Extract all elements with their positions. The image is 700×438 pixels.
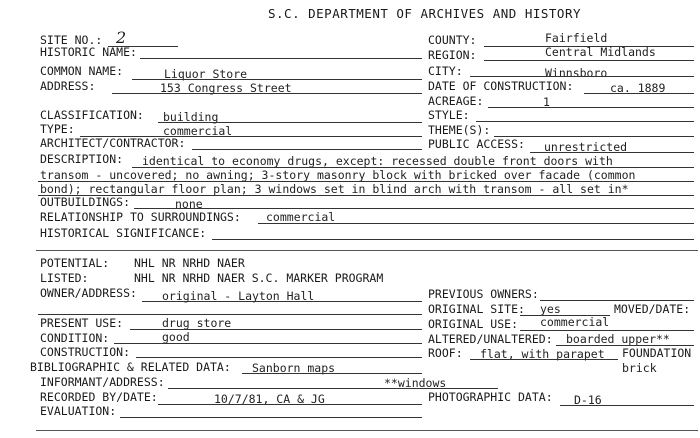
county-value: Fairfield	[545, 31, 608, 45]
description-rule-3	[38, 195, 694, 196]
style-label: STYLE:	[428, 108, 470, 122]
address-line	[112, 93, 422, 94]
site-no-value: 2	[116, 28, 127, 47]
foundation-value: brick	[622, 361, 657, 375]
architect-line	[192, 149, 422, 150]
description-line-3: bond); rectangular floor plan; 3 windows set in blind arch with transom - all set in*	[40, 182, 629, 196]
photographic-data-value: D-16	[574, 393, 602, 407]
present-use-value: drug store	[162, 316, 232, 330]
photographic-data-label: PHOTOGRAPHIC DATA:	[428, 390, 553, 404]
relationship-value: commercial	[266, 210, 336, 224]
recorded-line	[158, 404, 422, 405]
acreage-label: ACREAGE:	[428, 94, 484, 108]
owner-label: OWNER/ADDRESS:	[40, 286, 137, 300]
address-value: 153 Congress Street	[160, 81, 292, 95]
altered-value: boarded upper**	[566, 332, 670, 346]
roof-line	[470, 359, 618, 360]
listed-options: NHL NR NRHD NAER S.C. MARKER PROGRAM	[134, 271, 384, 285]
condition-label: CONDITION:	[40, 331, 110, 345]
listed-label: LISTED:	[40, 271, 89, 285]
potential-options: NHL NR NRHD NAER	[134, 256, 245, 270]
public-access-value: unrestricted	[544, 140, 628, 154]
historic-name-label: HISTORIC NAME:	[40, 45, 137, 59]
classification-value: building	[163, 110, 219, 124]
biblio-label: BIBLIOGRAPHIC & RELATED DATA:	[30, 360, 231, 374]
classification-line	[158, 122, 422, 123]
region-label: REGION:	[428, 48, 477, 62]
roof-value: flat, with parapet	[480, 347, 605, 361]
previous-owners-label: PREVIOUS OWNERS:	[428, 287, 539, 301]
biblio-value: Sanborn maps	[252, 361, 336, 375]
construction-label: CONSTRUCTION:	[40, 345, 131, 359]
city-line	[470, 76, 694, 77]
public-access-label: PUBLIC ACCESS:	[428, 137, 525, 151]
description-label: DESCRIPTION:	[40, 152, 124, 166]
owner-value: original - Layton Hall	[162, 289, 315, 303]
evaluation-line	[120, 417, 422, 418]
owner-line	[142, 301, 422, 302]
relationship-label: RELATIONSHIP TO SURROUNDINGS:	[40, 210, 241, 224]
public-access-line	[530, 152, 694, 153]
potential-label: POTENTIAL:	[40, 256, 110, 270]
present-use-label: PRESENT USE:	[40, 316, 124, 330]
original-site-value: yes	[540, 302, 561, 316]
region-value: Central Midlands	[545, 45, 656, 59]
description-line-2: transom - uncovered; no awning; 3-story masonry block with bricked over facade (common	[40, 168, 636, 182]
original-site-label: ORIGINAL SITE:	[428, 302, 525, 316]
condition-value: good	[162, 330, 190, 344]
outbuildings-line	[134, 208, 694, 209]
acreage-line	[488, 107, 694, 108]
outbuildings-value: none	[175, 197, 203, 211]
date-construction-label: DATE OF CONSTRUCTION:	[428, 79, 574, 93]
acreage-value: 1	[543, 95, 550, 109]
recorded-label: RECORDED BY/DATE:	[40, 390, 158, 404]
common-name-line	[132, 79, 422, 80]
original-use-label: ORIGINAL USE:	[428, 317, 519, 331]
common-name-value: Liquor Store	[164, 67, 248, 81]
informant-line	[168, 388, 498, 389]
biblio-line	[242, 373, 422, 374]
theme-label: THEME(S):	[428, 123, 491, 137]
informant-label: INFORMANT/ADDRESS:	[40, 375, 165, 389]
date-construction-value: ca. 1889	[610, 81, 666, 95]
owner-line-2	[38, 314, 422, 315]
classification-label: CLASSIFICATION:	[40, 108, 144, 122]
historic-name-line	[140, 58, 422, 59]
recorded-value: 10/7/81, CA & JG	[214, 392, 325, 406]
style-line	[476, 121, 694, 122]
address-label: ADDRESS:	[40, 79, 96, 93]
photographic-data-line	[560, 405, 694, 406]
city-value: Winnsboro	[545, 66, 608, 80]
description-line-1: identical to economy drugs, except: recessed double front doors with	[142, 154, 613, 168]
region-line	[484, 60, 694, 61]
date-construction-line	[584, 93, 694, 94]
type-label: TYPE:	[40, 122, 75, 136]
common-name-label: COMMON NAME:	[40, 64, 124, 78]
altered-label: ALTERED/UNALTERED:	[428, 332, 553, 346]
section-divider	[36, 250, 698, 251]
county-label: COUNTY:	[428, 33, 477, 47]
significance-label: HISTORICAL SIGNIFICANCE:	[40, 226, 207, 240]
evaluation-label: EVALUATION:	[40, 404, 117, 418]
city-label: CITY:	[428, 64, 463, 78]
form-header: S.C. DEPARTMENT OF ARCHIVES AND HISTORY	[268, 6, 581, 21]
original-use-value: commercial	[540, 315, 610, 329]
relationship-line	[258, 223, 694, 224]
architect-label: ARCHITECT/CONTRACTOR:	[40, 136, 186, 150]
informant-note: **windows	[384, 376, 447, 390]
condition-line	[114, 343, 422, 344]
roof-label: ROOF:	[428, 346, 463, 360]
previous-owners-line	[540, 300, 694, 301]
construction-line	[136, 357, 422, 358]
type-value: commercial	[163, 124, 233, 138]
original-use-line	[520, 330, 694, 331]
bottom-rule	[36, 430, 698, 431]
significance-line	[212, 239, 694, 240]
moved-date-label: MOVED/DATE:	[614, 302, 691, 316]
foundation-label: FOUNDATION	[622, 346, 692, 360]
site-no-label: SITE NO.:	[40, 33, 103, 47]
outbuildings-label: OUTBUILDINGS:	[40, 195, 131, 209]
